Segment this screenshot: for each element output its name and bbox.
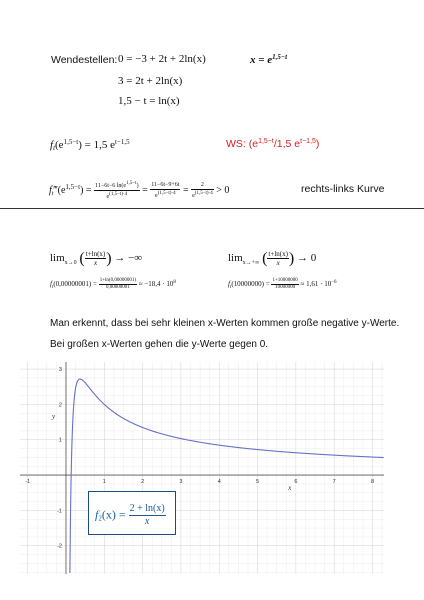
curvature-note: rechts-links Kurve: [301, 183, 385, 195]
x-tick-label: 2: [141, 479, 145, 486]
third-deriv-fraction-1: $\frac{11-6t-6 \ln(e^{1,5-t})}{e^{(1,5-t)\cdot 4}}$: [95, 181, 139, 200]
chart-curve-layer: [70, 379, 384, 573]
y-axis-label: y: [51, 412, 56, 421]
turning-point-label: WS: ($e^{1,5-t}/1,5$ $e^{t-1,5}$): [226, 138, 320, 150]
x-tick-label: 4: [217, 479, 221, 486]
third-derivative-equation: $f_t‴(e^{1,5-t})$ = $\frac{11-6t-6 \ln(e^{1,5-t})}{e^{(1,5-t)\cdot 4}}$ = $\frac{11-6t-9+6t}{e^{(1,5-t)\cdot 4}}$ = $\frac{2}{e^{(1,5-t)\cdot 4}}$ > 0: [49, 181, 230, 200]
x-tick-label: 6: [294, 479, 298, 486]
explanation-line-1: Man erkennt, dass bei sehr kleinen x-Werten kommen große negative y-Werte.: [50, 318, 400, 329]
wendestellen-eq1: 0 = −3 + 2t + 2ln(x): [118, 53, 206, 65]
wendestellen-eq3: 1,5 − t = ln(x): [118, 95, 180, 107]
x-tick-label: 8: [370, 479, 375, 486]
limit-right: $\lim_{x\to+\infty}$ ( $\frac{t+\ln(x)}{x}$ ) → 0: [228, 250, 317, 268]
chart-ticks: [25, 367, 374, 550]
x-tick-label: 3: [179, 479, 183, 486]
third-deriv-fraction-3: $\frac{2}{e^{(1,5-t)\cdot 4}}$: [192, 181, 213, 199]
wendestellen-eq2: 3 = 2t + 2ln(x): [118, 75, 183, 87]
y-tick-label: 1: [58, 437, 62, 444]
limit-right-check: $f_t(10000000)$ = $\frac{1+10000000}{10000000}$ ≈ $1,61 \cdot 10^{-6}$: [228, 278, 337, 291]
function-curve: [70, 379, 384, 573]
limit-left: $\lim_{x\to 0}$ ( $\frac{t+\ln(x)}{x}$ ) → −∞: [50, 250, 143, 268]
y-tick-label: -2: [57, 543, 62, 550]
x-tick-label: -1: [25, 479, 31, 486]
function-graph: [20, 362, 384, 574]
wendestellen-result: $x = e^{1,5-t}$: [250, 53, 288, 66]
explanation-line-2: Bei großen x-Werten gehen die y-Werte gegen 0.: [50, 339, 269, 350]
wendestellen-label: Wendestellen:: [51, 54, 118, 66]
x-tick-label: 5: [256, 479, 260, 486]
function-formula-box: f2(x) = $\frac{2 + \ln(x)}{x}$: [88, 491, 176, 535]
y-tick-label: 2: [58, 402, 62, 409]
x-tick-label: 1: [102, 479, 106, 486]
limit-left-check: $f_t(0,00000001)$ = $\frac{1+\ln(0,00000001)}{0,00000001}$ ≈ $-18,4 \cdot 10^8$: [50, 278, 176, 291]
x-tick-label: 7: [332, 479, 336, 486]
x-axis-label: x: [288, 484, 292, 493]
section-divider: [0, 208, 424, 209]
ft-value-equation: $ft(e^{1,5-t}) = 1,5$ $e^{t-1,5}$: [50, 138, 130, 152]
y-tick-label: -1: [57, 508, 62, 515]
y-tick-label: 3: [58, 367, 62, 374]
third-deriv-fraction-2: $\frac{11-6t-9+6t}{e^{(1,5-t)\cdot 4}}$: [151, 181, 180, 199]
